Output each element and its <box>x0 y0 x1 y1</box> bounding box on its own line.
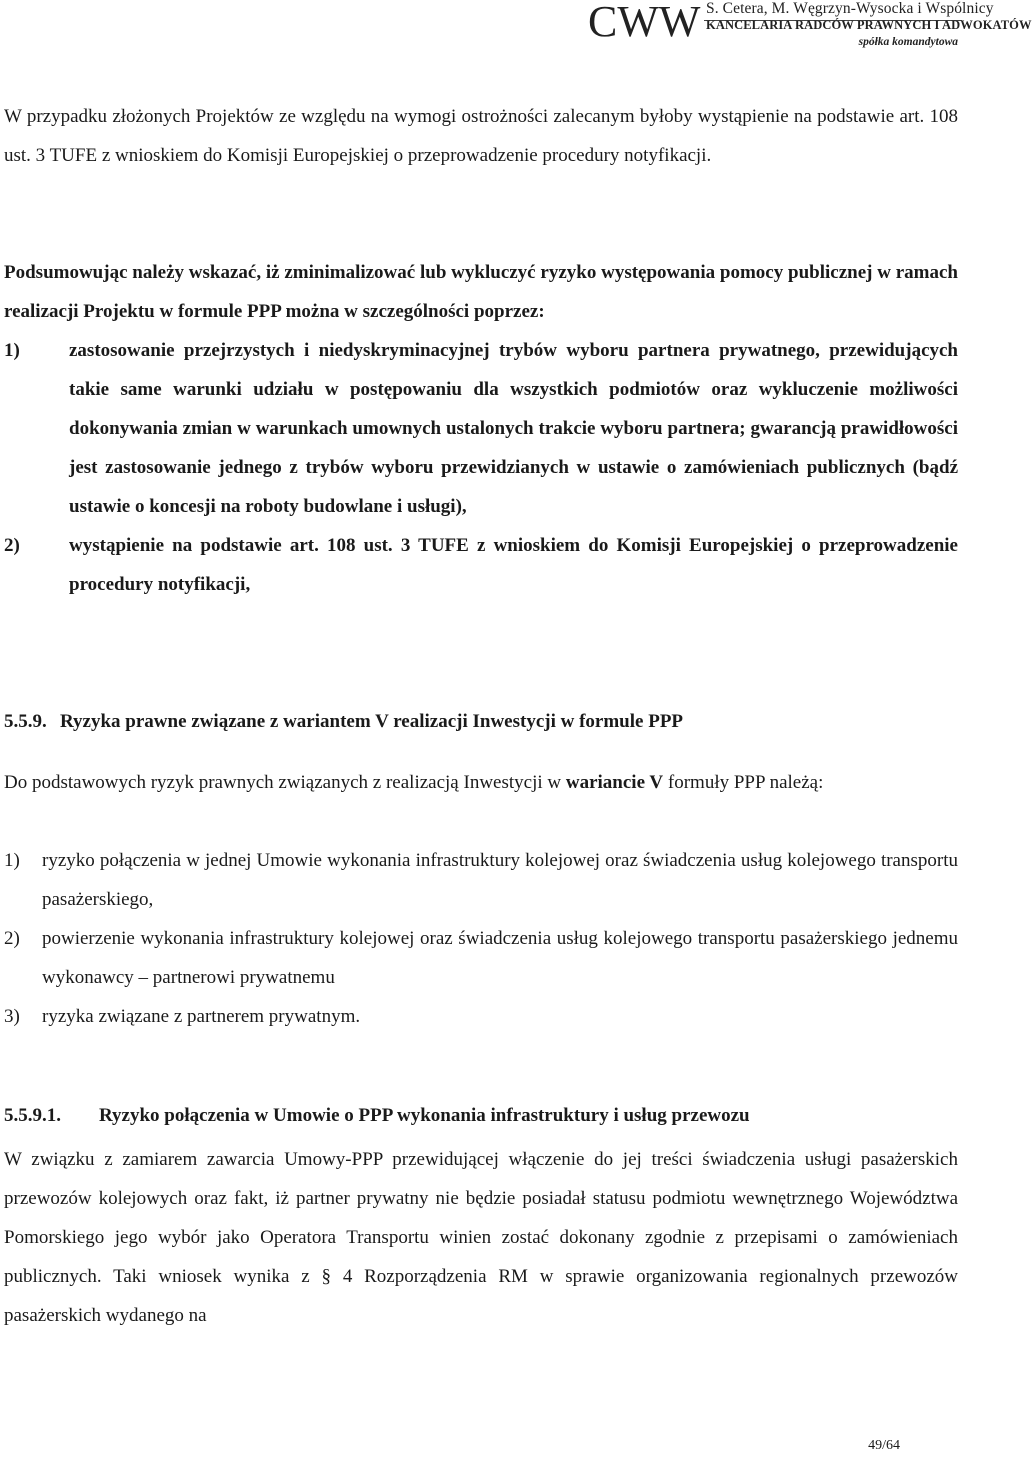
firm-type: KANCELARIA RADCÓW PRAWNYCH I ADWOKATÓW <box>706 18 1032 32</box>
list-item <box>4 919 958 997</box>
list-item-text: wystąpienie na podstawie art. 108 ust. 3 TUFE z wnioskiem do Komisji Europejskiej o przeprowadzenie procedury notyfikacji, <box>69 535 958 595</box>
list-item-text: ryzyka związane z partnerem prywatnym. <box>42 1006 361 1027</box>
subsection-title: Ryzyko połączenia w Umowie o PPP wykonania infrastruktury i usług przewozu <box>99 1105 750 1126</box>
list-item-text: zastosowanie przejrzystych i niedyskryminacyjnej trybów wyboru partnera prywatnego, przewidujących takie same warunki udziału w postępowaniu dla wszystkich podmiotów oraz wykluczenie możliwości dokonywania zmian w warunkach umownych ustalonych trakcie wyboru partnera; gwarancją prawidłowości jest zastosowanie jednego z trybów wyboru przewidzianych w ustawie o zamówieniach publicznych (bądź ustawie o koncesji na roboty budowlane i usługi), <box>69 340 958 517</box>
risk-list <box>4 841 958 1036</box>
list-item-number: 1) <box>4 340 20 361</box>
list-item <box>4 997 958 1036</box>
subsection-body: W związku z zamiarem zawarcia Umowy-PPP przewidującej włączenie do jej treści świadczenia usługi pasażerskich przewozów kolejowych oraz fakt, iż partner prywatny nie będzie posiadał statusu podmiotu wewnętrznego Województwa Pomorskiego jego wybór jako Operatora Transportu winien zostać dokonany zgodnie z przepisami o zamówieniach publicznych. Taki wniosek wynika z § 4 Rozporządzenia RM w sprawie organizowania regionalnych przewozów pasażerskich wydanego na <box>4 1149 958 1326</box>
summary-list <box>4 331 958 604</box>
list-item-text: ryzyko połączenia w jednej Umowie wykonania infrastruktury kolejowej oraz świadczenia usług kolejowego transportu pasażerskiego, <box>42 850 958 910</box>
summary-lead: Podsumowując należy wskazać, iż zminimalizować lub wykluczyć ryzyko występowania pomocy publicznej w ramach realizacji Projektu w formule PPP można w szczególności poprzez: <box>4 262 958 322</box>
list-item-number: 3) <box>4 1006 20 1027</box>
section-lead <box>4 763 958 802</box>
list-item-text: powierzenie wykonania infrastruktury kolejowej oraz świadczenia usług kolejowego transportu pasażerskiego jednemu wykonawcy – partnerowi prywatnemu <box>42 928 958 988</box>
list-item <box>4 841 958 919</box>
subsection-number: 5.5.9.1. <box>4 1105 61 1126</box>
list-item <box>4 526 958 604</box>
section-lead-text-end: formuły PPP należą: <box>663 772 824 793</box>
svg-text:CWW: CWW <box>588 0 701 46</box>
intro-paragraph: W przypadku złożonych Projektów ze względu na wymogi ostrożności zalecanym byłoby wystąpienie na podstawie art. 108 ust. 3 TUFE z wnioskiem do Komisji Europejskiej o przeprowadzenie procedury notyfikacji. <box>4 106 958 166</box>
cww-logo-icon <box>588 0 700 44</box>
firm-logo <box>588 0 1032 56</box>
page-number: 49/64 <box>868 1438 900 1453</box>
subsection-heading <box>4 1096 958 1135</box>
list-item-number: 1) <box>4 850 20 871</box>
section-title: Ryzyka prawne związane z wariantem V realizacji Inwestycji w formule PPP <box>60 711 684 732</box>
firm-partners-name: S. Cetera, M. Węgrzyn-Wysocka i Wspólnicy <box>706 0 994 17</box>
list-item-number: 2) <box>4 535 20 556</box>
section-heading <box>4 702 958 741</box>
section-number: 5.5.9. <box>4 711 47 732</box>
list-item-number: 2) <box>4 928 20 949</box>
list-item <box>4 331 958 526</box>
firm-legal-form: spółka komandytowa <box>858 36 958 48</box>
section-lead-text: Do podstawowych ryzyk prawnych związanych z realizacją Inwestycji w <box>4 772 566 793</box>
section-lead-emphasis: wariancie V <box>565 772 664 793</box>
